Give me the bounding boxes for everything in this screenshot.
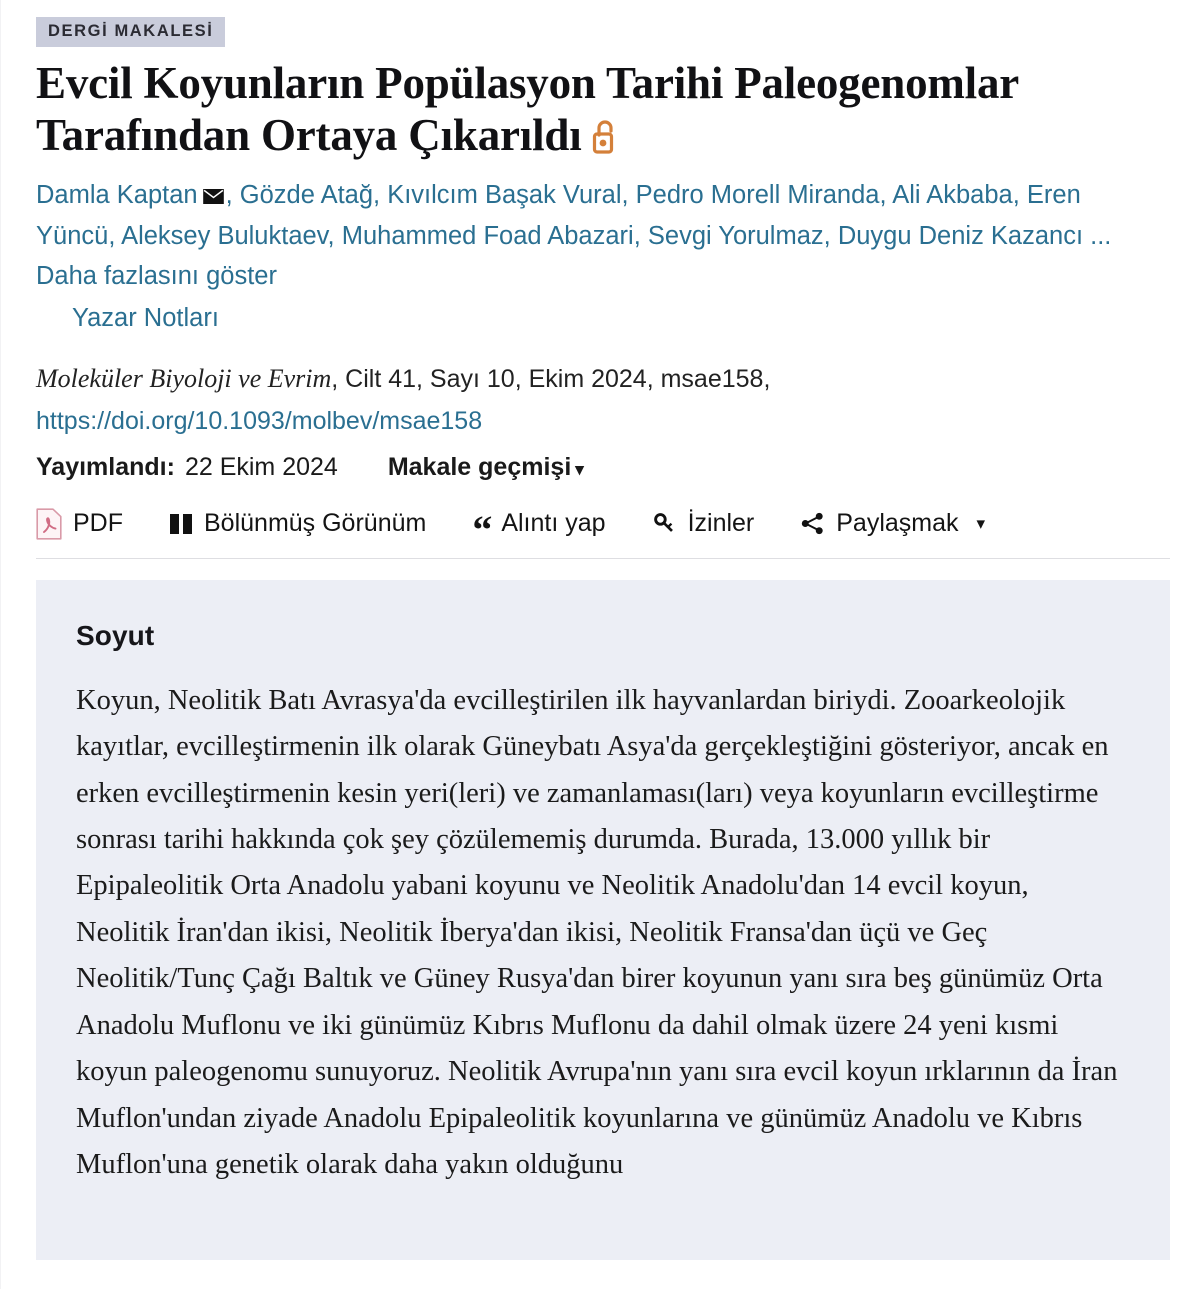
- permissions-button[interactable]: [652, 509, 755, 538]
- page-title: [36, 57, 1184, 161]
- author-separator: ,: [108, 221, 122, 250]
- author-link[interactable]: Muhammed Foad Abazari: [341, 221, 634, 250]
- permissions-label: İzinler: [687, 509, 755, 538]
- author-link[interactable]: Pedro Morell Miranda: [635, 181, 880, 210]
- author-separator: ,: [327, 221, 342, 250]
- author-separator: ,: [621, 181, 636, 210]
- article-toolbar: [36, 508, 1170, 559]
- article-type-badge-row: [36, 0, 1184, 47]
- author-separator: ,: [1012, 181, 1027, 210]
- split-view-label: Bölünmüş Görünüm: [204, 509, 427, 538]
- author-separator: ,: [633, 221, 648, 250]
- citation-details: , Cilt 41, Sayı 10, Ekim 2024, msae158,: [331, 365, 771, 394]
- author-link[interactable]: Aleksey Buluktaev: [121, 221, 328, 250]
- share-label: Paylaşmak: [836, 509, 959, 538]
- author-notes-link[interactable]: Yazar Notları: [72, 304, 219, 333]
- author-link[interactable]: Damla Kaptan: [36, 181, 198, 210]
- pdf-button[interactable]: [36, 508, 123, 540]
- share-button[interactable]: [800, 509, 985, 538]
- doi-link[interactable]: https://doi.org/10.1093/molbev/msae158: [36, 406, 483, 435]
- author-separator: ,: [373, 181, 388, 210]
- abstract-heading: Soyut: [76, 619, 155, 651]
- author-link[interactable]: Gözde Atağ: [239, 181, 374, 210]
- journal-title: Moleküler Biyoloji ve Evrim: [36, 364, 332, 394]
- envelope-icon[interactable]: [203, 176, 224, 191]
- author-link[interactable]: Ali Akbaba: [892, 181, 1013, 210]
- author-separator: ,: [879, 181, 893, 210]
- author-list: [36, 175, 1166, 296]
- quote-icon: “: [472, 506, 491, 552]
- pdf-icon: [36, 508, 62, 540]
- author-link[interactable]: Eren Yüncü: [36, 181, 1081, 250]
- cite-button[interactable]: [472, 506, 606, 552]
- chevron-down-icon: ▾: [976, 513, 986, 533]
- show-more-authors-link[interactable]: ... Daha fazlasını göster: [36, 221, 1112, 290]
- published-date: 22 Ekim 2024: [184, 452, 338, 481]
- split-view-icon: [169, 512, 193, 536]
- author-link[interactable]: Kıvılcım Başak Vural: [387, 181, 622, 210]
- chevron-down-icon: ▾: [575, 459, 584, 479]
- article-type-badge: DERGİ MAKALESİ: [36, 17, 225, 47]
- citation-block: [36, 360, 1184, 439]
- share-icon: [800, 511, 825, 536]
- author-link[interactable]: Sevgi Yorulmaz: [647, 221, 824, 250]
- abstract-panel: [36, 580, 1170, 1260]
- key-icon: [652, 511, 677, 536]
- published-label: Yayımlandı:: [36, 452, 175, 481]
- article-title-text: Evcil Koyunların Popülasyon Tarihi Paleogenomlar Tarafından Ortaya Çıkarıldı: [36, 57, 1019, 161]
- split-view-button[interactable]: [169, 509, 426, 538]
- author-separator: ,: [225, 181, 240, 210]
- article-history-label: Makale geçmişi: [387, 452, 572, 481]
- author-separator: ,: [823, 221, 838, 250]
- cite-label: Alıntı yap: [501, 509, 606, 538]
- publication-row: [36, 453, 1184, 482]
- abstract-body: Koyun, Neolitik Batı Avrasya'da evcilleştirilen ilk hayvanlardan biriydi. Zooarkeolojik kayıtlar, evcilleştirmenin ilk olarak Güneybatı Asya'da gerçekleştiğini gösteriyor, ancak en erken evcilleştirmenin kesin yeri(leri) ve zamanlaması(ları) veya koyunların evcilleştirme sonrası tarihi hakkında çok şey çözülememiş durumda. Burada, 13.000 yıllık bir Epipaleolitik Orta Anadolu yabani koyunu ve Neolitik Anadolu'dan 14 evcil koyun, Neolitik İran'dan ikisi, Neolitik İberya'dan ikisi, Neolitik Fransa'dan üçü ve Geç Neolitik/Tunç Çağı Baltık ve Güney Rusya'dan birer koyunun yanı sıra beş günümüz Orta Anadolu Muflonu ve iki günümüz Kıbrıs Muflonu da dahil olmak üzere 24 yeni kısmi koyun paleogenomu sunuyoruz. Neolitik Avrupa'nın yanı sıra evcil koyun ırklarının da İran Muflon'undan ziyade Anadolu Epipaleolitik koyunlarına ve günümüz Anadolu ve Kıbrıs Muflon'una genetik olarak daha yakın olduğunu: [76, 684, 1118, 1181]
- open-access-lock-icon: [592, 115, 618, 153]
- author-link[interactable]: Duygu Deniz Kazancı: [837, 221, 1084, 250]
- article-history-toggle[interactable]: [388, 453, 584, 482]
- pdf-label: PDF: [73, 509, 123, 538]
